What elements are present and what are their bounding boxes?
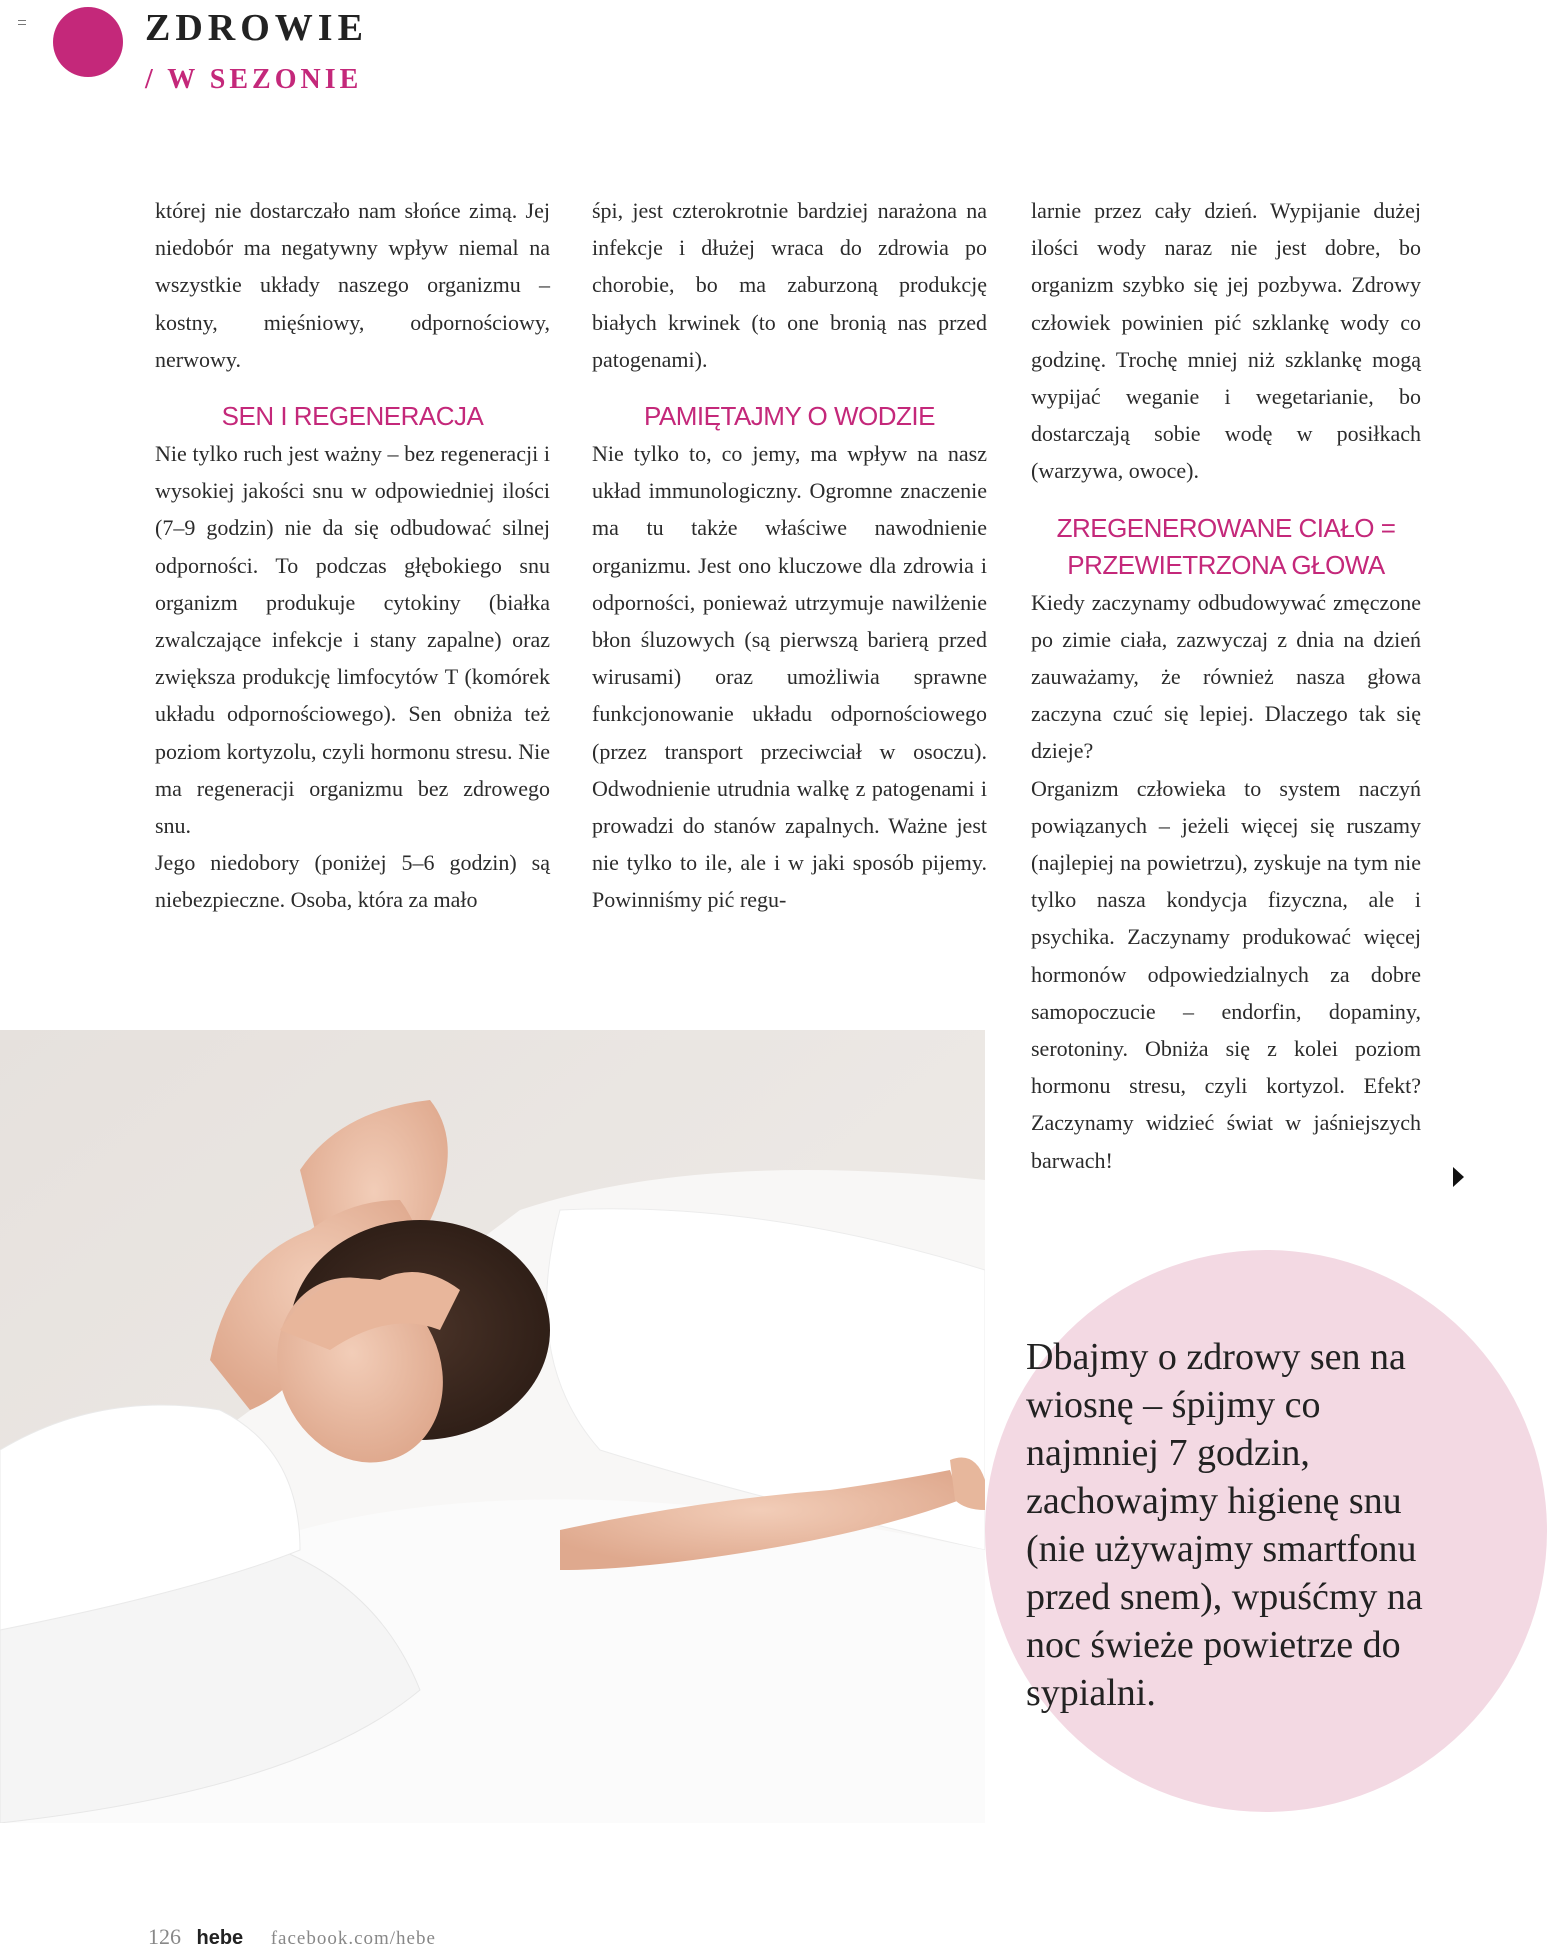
heading-line: PRZEWIETRZONA GŁOWA [1067,549,1385,580]
photo-illustration [0,1030,985,1823]
triangle-right-icon [1453,1167,1464,1187]
photo-woman-stretching-in-bed [0,1030,985,1823]
heading-regeneration [1031,510,1421,584]
section-title: ZDROWIE [145,7,368,49]
footer-url[interactable]: facebook.com/hebe [270,1928,436,1949]
paragraph: śpi, jest czterokrotnie bardziej narażona na infekcje i dłużej wraca do zdrowia po chorobie, bo ma zaburzoną produkcję białych krwinek (to one bronią nas przed patogenami). [592,198,987,372]
page-footer [148,1924,436,1950]
column-2 [592,192,987,919]
paragraph: Nie tylko to, co jemy, ma wpływ na nasz układ immunologiczny. Ogromne znaczenie ma tu także właściwe nawodnienie organizmu. Jest ono kluczowe dla zdrowia i odporności, ponieważ utrzymuje nawilżenie błon śluzowych (są pierwszą barierą przed wirusami) oraz umożliwia sprawne funkcjonowanie układu odpornościowego (przez transport przeciwciał w osoczu). Odwodnienie utrudnia walkę z patogenami i prowadzi do stanów zapalnych. Ważne jest nie tylko to ile, ale i w jaki sposób pijemy. Powinniśmy pić regu- [592,441,987,913]
paragraph: Nie tylko ruch jest ważny – bez regeneracji i wysokiej jakości snu w odpowiedniej ilości (7–9 godzin) nie da się odbudować silnej odporności. To podczas głębokiego snu organizm produkuje cytokiny (białka zwalczające infekcje i stany zapalne) oraz zwiększa produkcję limfocytów T (komórek układu odpornościowego). Sen obniża też poziom kortyzolu, czyli hormonu stresu. Nie ma regeneracji organizmu bez zdrowego snu. [155,441,550,839]
heading-line: ZREGENEROWANE CIAŁO = [1056,512,1396,543]
paragraph: Jego niedobory (poniżej 5–6 godzin) są niebezpieczne. Osoba, która za mało [155,850,550,913]
section-subtitle: / W SEZONIE [145,64,363,95]
page-number: 126 [148,1924,181,1949]
heading-water: PAMIĘTAJMY O WODZIE [644,401,935,432]
menu-mark-icon [18,20,26,25]
paragraph: której nie dostarczało nam słońce zimą. Jej niedobór ma negatywny wpływ niemal na wszystkie układy naszego organizmu – kostny, mięśniowy, odpornościowy, nerwowy. [155,198,550,372]
quote-text: Dbajmy o zdrowy sen na wiosnę – śpijmy co najmniej 7 godzin, zachowajmy higienę snu (nie używajmy smartfonu przed snem), wpuśćmy na noc świeże powietrze do sypialni. [1026,1336,1423,1714]
column-3 [1031,192,1421,1179]
brand-logo: hebe [196,1927,244,1949]
paragraph: larnie przez cały dzień. Wypijanie dużej ilości wody naraz nie jest dobre, bo organizm szybko się jej pozbywa. Zdrowy człowiek powinien pić szklankę wody co godzinę. Trochę mniej niż szklankę mogą wypijać weganie i wegetarianie, bo dostarczają sobie wodę w posiłkach (warzywa, owoce). [1031,198,1421,484]
paragraph: Organizm człowieka to system naczyń powiązanych – jeżeli więcej się ruszamy (najlepiej na powietrzu), zyskuje na tym nie tylko nasza kondycja fizyczna, ale i psychika. Zaczynamy produkować więcej hormonów odpowiedzialnych za dobre samopoczucie – endorfin, dopaminy, serotoniny. Obniża się z kolei poziom hormonu stresu, czyli kortyzol. Efekt? Zaczynamy widzieć świat w jaśniejszych barwach! [1031,775,1421,1173]
paragraph: Kiedy zaczynamy odbudowywać zmęczone po zimie ciała, zazwyczaj z dnia na dzień zauważamy, że również nasza głowa zaczyna czuć się lepiej. Dlaczego tak się dzieje? [1031,589,1421,764]
heading-sleep: SEN I REGENERACJA [221,401,484,432]
column-1 [155,192,550,919]
section-dot [53,7,123,77]
